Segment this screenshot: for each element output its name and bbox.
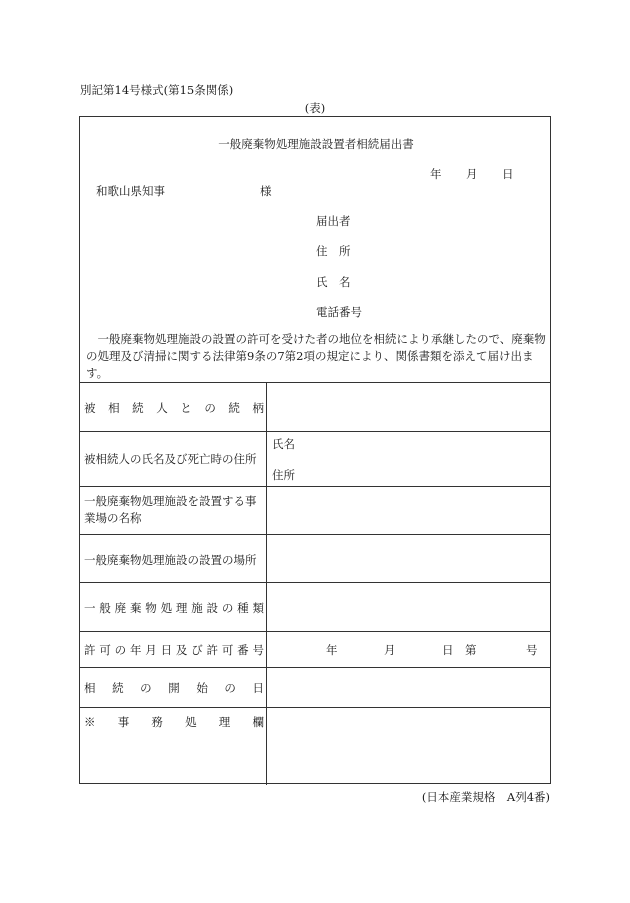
addressee-name: 和歌山県知事 [96, 184, 165, 198]
permit-label: 許可の年月日及び許可番号 [84, 643, 264, 657]
permit-day-label: 日 [442, 643, 454, 657]
row-divider [80, 631, 550, 632]
deceased-name-label: 氏名 [272, 437, 295, 451]
form-title: 一般廃棄物処理施設設置者相続届出書 [218, 137, 414, 151]
paper-size-note: (日本産業規格 A列4番) [421, 790, 550, 804]
office-use-label: ※事務処理欄 [84, 715, 264, 729]
form-reference: 別記第14号様式(第15条関係) [80, 83, 234, 97]
row-divider [80, 382, 550, 383]
row-divider [80, 582, 550, 583]
location-label: 一般廃棄物処理施設の設置の場所 [84, 553, 257, 567]
date-year-label: 年 [430, 167, 442, 181]
deceased-label: 被相続人の氏名及び死亡時の住所 [84, 452, 257, 466]
workplace-name-label: 一般廃棄物処理施設を設置する事業場の名称 [84, 494, 257, 525]
date-month-label: 月 [466, 167, 478, 181]
addressee-honorific: 様 [260, 184, 272, 198]
row-divider [80, 431, 550, 432]
permit-year-label: 年 [326, 643, 338, 657]
facility-type-label: 一般廃棄物処理施設の種類 [84, 601, 264, 615]
permit-month-label: 月 [384, 643, 396, 657]
applicant-heading: 届出者 [316, 214, 351, 228]
date-day-label: 日 [502, 167, 514, 181]
applicant-name-label: 氏 名 [316, 275, 351, 289]
permit-number-suffix: 号 [526, 643, 538, 657]
permit-number-prefix: 第 [465, 643, 477, 657]
applicant-address-label: 住 所 [316, 244, 351, 258]
relationship-label: 被相続人との続柄 [84, 401, 264, 415]
side-label: (表) [304, 101, 326, 115]
row-divider [80, 707, 550, 708]
declaration-text: 一般廃棄物処理施設の設置の許可を受けた者の地位を相続により承継したので、廃棄物の処理及び清掃に関する法律第9条の7第2項の規定により、関係書類を添えて届け出ます。 [86, 332, 546, 380]
applicant-phone-label: 電話番号 [316, 305, 362, 319]
start-date-label: 相続の開始の日 [84, 681, 264, 695]
row-divider [80, 486, 550, 487]
deceased-address-label: 住所 [272, 468, 295, 482]
column-divider [266, 382, 267, 785]
row-divider [80, 667, 550, 668]
form-frame [79, 116, 551, 784]
row-divider [80, 534, 550, 535]
